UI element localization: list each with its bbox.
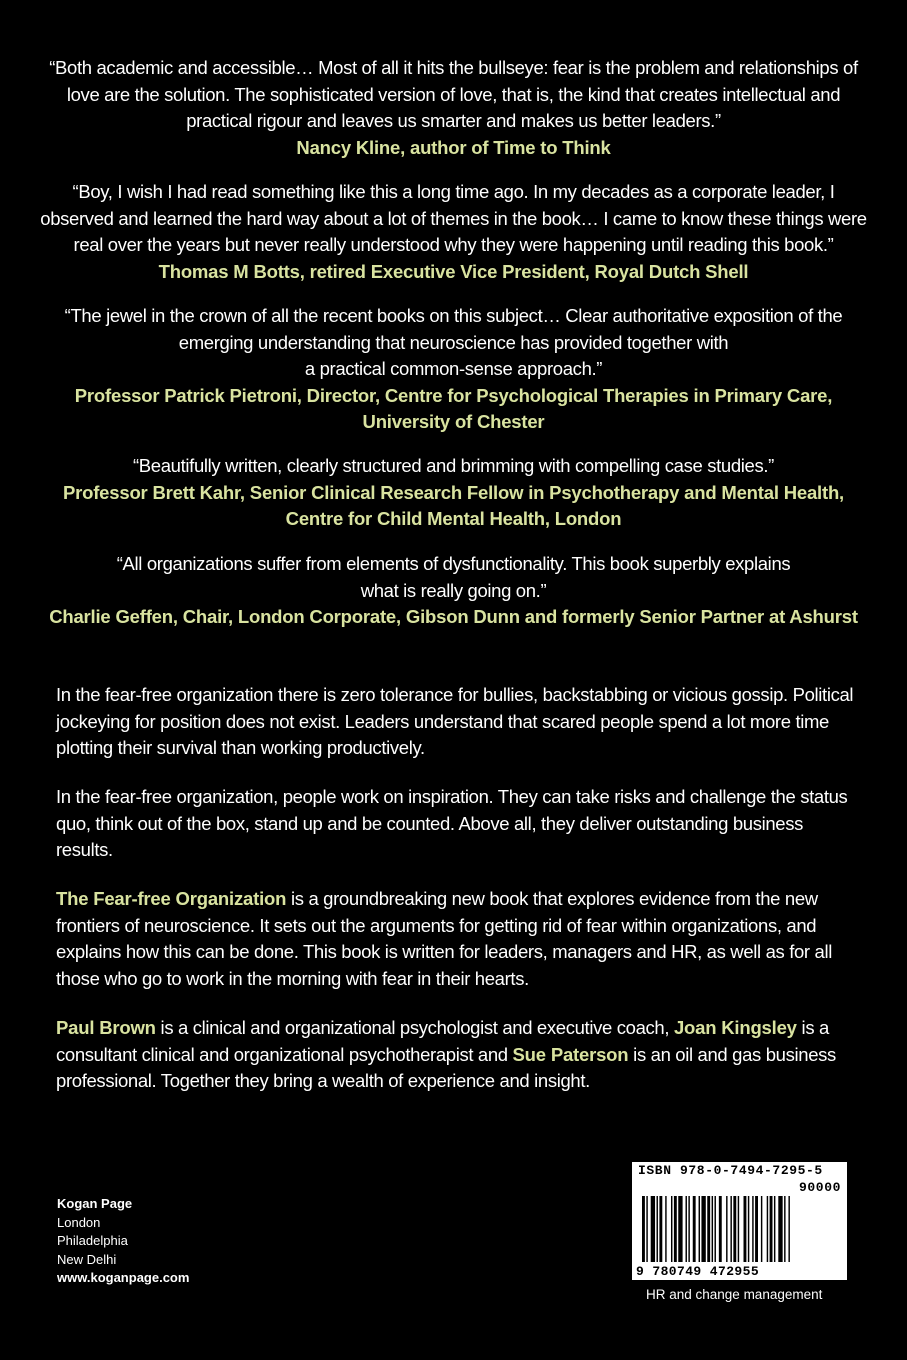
barcode-bar xyxy=(752,1196,753,1262)
barcode-bar xyxy=(761,1196,762,1262)
barcode-bar xyxy=(674,1196,677,1262)
authors-paragraph xyxy=(56,1015,856,1095)
quote-attribution-line: University of Chester xyxy=(362,411,545,432)
quote-text: “Both academic and accessible… Most of all it hits the bullseye: fear is the problem and relationships of love are the solution. The sophisticated version of love, that is, the kind that creates intellectual and practical rigour and leaves us smarter and makes us better leaders.” xyxy=(49,57,858,131)
publisher-url: www.koganpage.com xyxy=(57,1270,190,1286)
barcode-bar xyxy=(665,1196,666,1262)
quote-text-line: what is really going on.” xyxy=(360,579,547,601)
barcode-bar xyxy=(733,1196,736,1262)
publisher-city: New Delhi xyxy=(57,1251,117,1267)
review-quote-5 xyxy=(40,551,867,631)
review-quote-4 xyxy=(40,453,867,533)
isbn-barcode xyxy=(632,1162,847,1280)
publisher-name: Kogan Page xyxy=(57,1196,133,1211)
barcode-bar xyxy=(707,1196,710,1262)
author-desc-2: is a consultant clinical and organizational psychotherapist and xyxy=(56,1017,829,1065)
blurb-paragraph-3 xyxy=(56,886,856,992)
barcode-bar xyxy=(730,1196,731,1262)
barcode-bar xyxy=(719,1196,722,1262)
quote-attribution: Charlie Geffen, Chair, London Corporate, Gibson Dunn and formerly Senior Partner at Ashurst xyxy=(49,606,858,627)
book-category: HR and change management xyxy=(646,1287,823,1302)
barcode-bar xyxy=(712,1196,713,1262)
barcode-bars xyxy=(642,1196,837,1262)
quote-attribution: Nancy Kline, author of Time to Think xyxy=(296,136,611,158)
review-quote-3 xyxy=(40,303,867,436)
author-desc-3: is an oil and gas business professional. Together they bring a wealth of experience and insight. xyxy=(56,1043,836,1091)
author-desc-1: is a clinical and organizational psychologist and executive coach, xyxy=(155,1017,674,1038)
publisher-info xyxy=(57,1195,189,1288)
blurb-paragraph-3-text: is a groundbreaking new book that explores evidence from the new frontiers of neuroscience. It sets out the arguments for getting rid of fear within organizations, and explains how this can be done. This book is written for leaders, managers and HR, as well as for all those who go to work in the morning with fear in their hearts. xyxy=(56,888,832,989)
barcode-bar xyxy=(671,1196,672,1262)
author-name-3: Sue Paterson xyxy=(512,1043,629,1065)
publisher-city: Philadelphia xyxy=(57,1233,128,1249)
barcode-bar xyxy=(738,1196,739,1262)
barcode-bar xyxy=(657,1196,658,1262)
publisher-city: London xyxy=(57,1214,101,1230)
quote-text-line: a practical common-sense approach.” xyxy=(304,358,603,379)
barcode-bar xyxy=(642,1196,645,1262)
barcode-bar xyxy=(726,1196,727,1262)
barcode-bar xyxy=(744,1196,747,1262)
barcode-bar xyxy=(715,1196,716,1262)
barcode-bar xyxy=(686,1196,687,1262)
author-name-1: Paul Brown xyxy=(56,1017,156,1038)
review-quote-2 xyxy=(40,179,867,285)
quote-attribution: Thomas M Botts, retired Executive Vice President, Royal Dutch Shell xyxy=(158,260,749,282)
barcode-bar xyxy=(699,1196,700,1262)
book-title: The Fear-free Organization xyxy=(56,888,287,909)
barcode-digits: 9 780749 472955 xyxy=(636,1264,760,1279)
barcode-bar xyxy=(701,1196,705,1262)
quote-attribution-line: Centre for Child Mental Health, London xyxy=(285,508,622,529)
barcode-bar xyxy=(770,1196,773,1262)
barcode-bar xyxy=(678,1196,682,1262)
barcode-bar xyxy=(774,1196,775,1262)
barcode-bar xyxy=(767,1196,768,1262)
barcode-bar xyxy=(646,1196,647,1262)
quote-text: “Beautifully written, clearly structured and brimming with compelling case studies.” xyxy=(133,455,774,476)
author-name-2: Joan Kingsley xyxy=(673,1017,797,1038)
barcode-bar xyxy=(651,1196,655,1262)
barcode-bar xyxy=(755,1196,758,1262)
price-code: 90000 xyxy=(798,1180,841,1195)
blurb-paragraph-1: In the fear-free organization there is zero tolerance for bullies, backstabbing or vicious gossip. Political jockeying for position does not exist. Leaders understand that scared people spend a lot more time plotting their survival than working productively. xyxy=(56,684,854,758)
quote-text-line: “The jewel in the crown of all the recent books on this subject… Clear authoritative exposition of the xyxy=(64,305,843,326)
barcode-bar xyxy=(688,1196,689,1262)
blurb-paragraph-2: In the fear-free organization, people work on inspiration. They can take risks and challenge the status quo, think out of the box, stand up and be counted. Above all, they deliver outstanding business results. xyxy=(56,786,848,860)
barcode-bar xyxy=(778,1196,782,1262)
barcode-bar xyxy=(748,1196,749,1262)
barcode-bar xyxy=(659,1196,662,1262)
isbn-text: ISBN 978-0-7494-7295-5 xyxy=(638,1163,823,1178)
quote-text-line: “All organizations suffer from elements of dysfunctionality. This book superbly explains xyxy=(116,553,791,574)
barcode-bar xyxy=(784,1196,785,1262)
barcode-bar xyxy=(693,1196,696,1262)
quote-attribution-line: Professor Brett Kahr, Senior Clinical Research Fellow in Psychotherapy and Mental Health, xyxy=(62,481,844,503)
review-quote-1 xyxy=(40,55,867,161)
quote-text-line: emerging understanding that neuroscience has provided together with xyxy=(178,331,729,353)
barcode-bar xyxy=(788,1196,789,1262)
quote-text: “Boy, I wish I had read something like this a long time ago. In my decades as a corporate leader, I observed and learned the hard way about a lot of themes in the book… I came to know these things were real over the years but never really understood why they were happening until reading this book.” xyxy=(40,181,867,255)
quote-attribution-line: Professor Patrick Pietroni, Director, Centre for Psychological Therapies in Primary Care, xyxy=(74,384,833,406)
